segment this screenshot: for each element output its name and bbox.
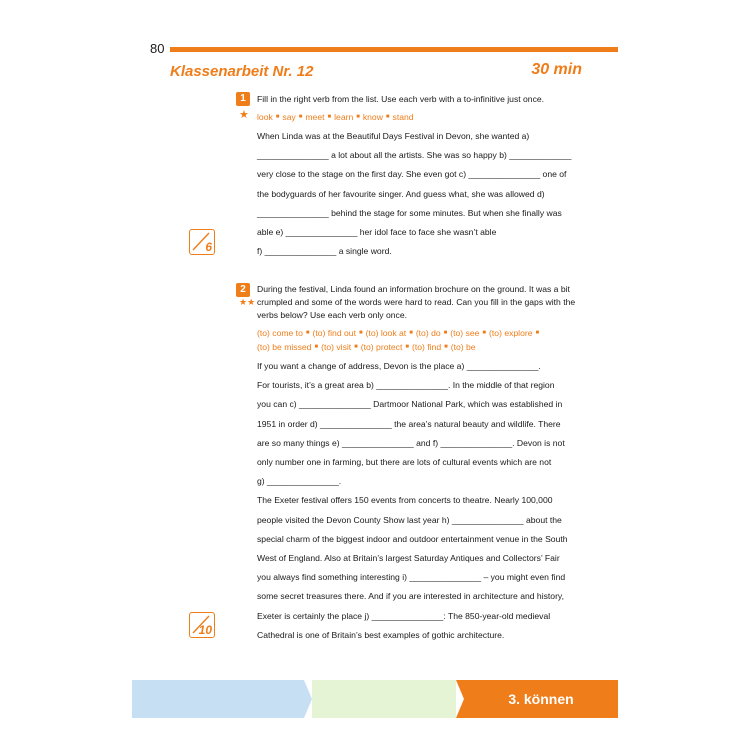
text-line[interactable]: For tourists, it’s a great area b) _______________. In the middle of that region	[257, 380, 555, 391]
word: (to) protect	[360, 341, 403, 352]
bullet-icon: ■	[482, 330, 487, 336]
header-rule	[170, 47, 618, 52]
score-box-exercise-1	[189, 229, 215, 255]
text-line: West of England. Also at Britain’s largest Saturday Antiques and Collectors’ Fair	[257, 553, 560, 564]
word: (to) explore	[489, 328, 533, 339]
word: say	[282, 112, 296, 123]
text-line[interactable]: _______________ a lot about all the artists. She was so happy b) _____________	[257, 150, 572, 161]
bullet-icon: ■	[354, 343, 358, 350]
footer-arrow-1	[304, 680, 312, 718]
exercise-2-word-list	[257, 327, 587, 354]
text-line[interactable]: are so many things e) _______________ and f) _______________. Devon is not	[257, 437, 565, 448]
bullet-icon: ■	[443, 330, 448, 336]
word: (to) visit	[321, 341, 352, 352]
word-list-line	[257, 327, 587, 341]
exercise-2-number: 2	[236, 283, 250, 297]
text-line[interactable]: f) _______________ a single word.	[257, 246, 392, 257]
text-line[interactable]: Exeter is certainly the place j) _______________: The 850-year-old medieval	[257, 610, 551, 621]
text-line[interactable]: _______________ behind the stage for some minutes. But when she finally was	[257, 207, 562, 218]
bullet-icon: ■	[535, 330, 540, 336]
exercise-2-text	[257, 357, 587, 645]
exercise-1-number: 1	[236, 92, 250, 106]
page-title: Klassenarbeit Nr. 12	[170, 63, 314, 80]
text-line[interactable]: g) _______________.	[257, 476, 342, 487]
bullet-icon: ■	[327, 114, 332, 120]
bullet-icon: ■	[385, 114, 390, 120]
word: (to) see	[450, 328, 480, 339]
word-list-line	[257, 341, 587, 355]
bullet-icon: ■	[314, 343, 319, 350]
word: (to) find	[411, 341, 442, 352]
exercise-1-instruction: Fill in the right verb from the list. Use each verb with a to-infinitive just once.	[257, 94, 545, 104]
word: learn	[334, 112, 354, 123]
word: (to) find out	[312, 328, 356, 339]
time-limit: 30 min	[531, 61, 582, 78]
bullet-icon: ■	[409, 330, 413, 336]
footer-notch	[456, 699, 464, 718]
page-number: 80	[150, 41, 165, 56]
max-points: 6	[205, 240, 212, 254]
bullet-icon: ■	[275, 114, 280, 120]
bullet-icon: ■	[405, 343, 409, 350]
word: meet	[305, 112, 325, 123]
text-line[interactable]: you can c) _______________ Dartmoor National Park, which was established in	[257, 399, 563, 410]
word: (to) be	[450, 341, 476, 352]
text-line: only number one in farming, but there are lots of cultural events which are not	[257, 457, 552, 468]
text-line[interactable]: you always find something interesting i) _______________ – you might even find	[257, 572, 566, 583]
text-line[interactable]: 1951 in order d) _______________ the area’s natural beauty and wildlife. There	[257, 418, 561, 429]
word: (to) do	[415, 328, 441, 339]
bullet-icon: ■	[358, 330, 363, 336]
text-line: special charm of the biggest indoor and outdoor entertainment venue in the South	[257, 533, 568, 544]
word: (to) look at	[365, 328, 407, 339]
exercise-2-instruction: During the festival, Linda found an information brochure on the ground. It was a bit crumpled and some of the words were hard to read. Can you fill in the gaps with the verbs below? Use each verb only once.	[257, 284, 576, 320]
text-line: The Exeter festival offers 150 events from concerts to theatre. Nearly 100,000	[257, 495, 553, 506]
word: stand	[392, 112, 414, 123]
text-line: some secret treasures there. And if you are interested in architecture and history,	[257, 591, 564, 602]
text-line: When Linda was at the Beautiful Days Festival in Devon, she wanted a)	[257, 131, 530, 141]
word: know	[362, 112, 383, 123]
text-line: Cathedral is one of Britain’s best examples of gothic architecture.	[257, 629, 505, 640]
footer-label: 3. können	[464, 680, 618, 718]
score-box-exercise-2	[189, 612, 215, 638]
bullet-icon: ■	[356, 114, 360, 120]
bullet-icon: ■	[305, 330, 310, 336]
footer-segment-1	[132, 680, 304, 718]
bullet-icon: ■	[444, 343, 448, 350]
text-line[interactable]: very close to the stage on the first day. She even got c) _______________ one of	[257, 169, 567, 180]
text-line[interactable]: able e) _______________ her idol face to face she wasn’t able	[257, 227, 497, 238]
word: (to) come to	[257, 328, 303, 339]
max-points: 10	[198, 623, 212, 637]
word: look	[257, 112, 273, 123]
text-line: the bodyguards of her favourite singer. And guess what, she was allowed d)	[257, 188, 545, 199]
text-line[interactable]: people visited the Devon County Show last year h) _______________ about the	[257, 514, 562, 525]
exercise-1-word-list	[257, 111, 587, 125]
word: (to) be missed	[257, 341, 312, 352]
bullet-icon: ■	[298, 114, 303, 120]
footer-segment-2	[312, 680, 456, 718]
difficulty-star-icon: ★	[239, 109, 249, 121]
exercise-1-text	[257, 127, 587, 261]
text-line[interactable]: If you want a change of address, Devon is the place a) _______________.	[257, 361, 541, 371]
difficulty-stars-icon: ★★	[239, 297, 256, 307]
footer-bar	[132, 680, 618, 718]
footer-notch	[456, 680, 464, 699]
